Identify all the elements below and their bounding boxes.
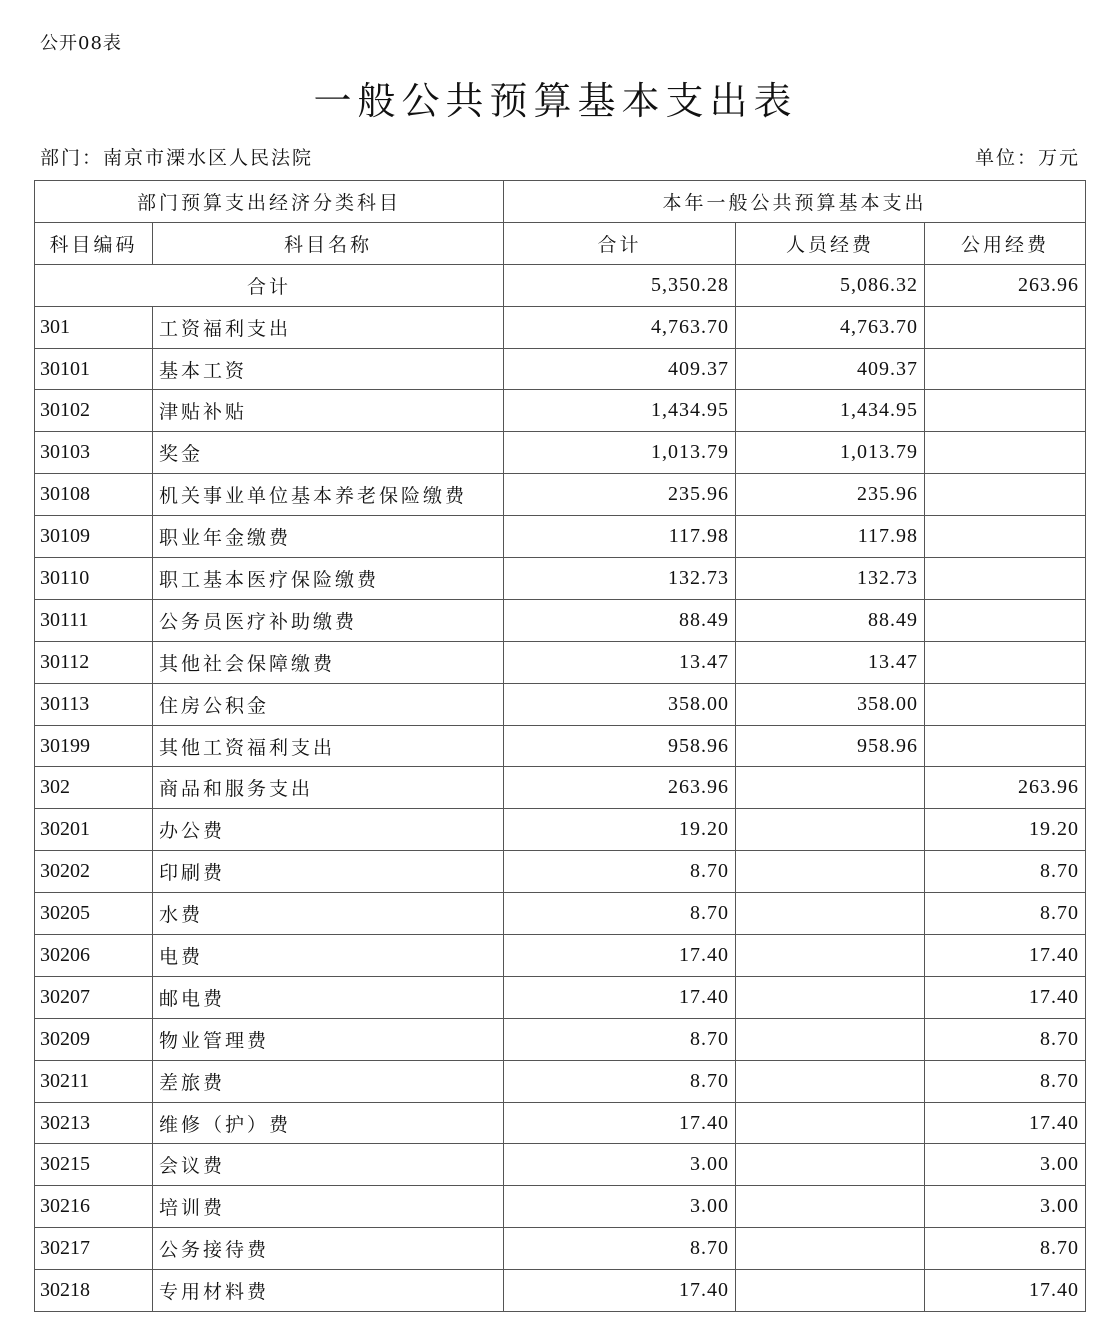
row-name: 电费: [153, 935, 504, 977]
group-header-expenditure: 本年一般公共预算基本支出: [504, 181, 1086, 223]
table-row: [35, 1228, 1086, 1270]
row-total: 958.96: [504, 725, 736, 767]
row-personnel: [736, 851, 925, 893]
row-name: 专用材料费: [153, 1270, 504, 1312]
column-header-personnel: 人员经费: [736, 222, 925, 264]
row-total: 132.73: [504, 558, 736, 600]
row-public: 17.40: [925, 1102, 1086, 1144]
row-code: 30206: [35, 935, 153, 977]
row-total: 17.40: [504, 976, 736, 1018]
row-personnel: 88.49: [736, 599, 925, 641]
table-row: [35, 348, 1086, 390]
row-personnel: 358.00: [736, 683, 925, 725]
table-row: [35, 432, 1086, 474]
row-code: 30209: [35, 1018, 153, 1060]
row-total: 3.00: [504, 1186, 736, 1228]
row-name: 工资福利支出: [153, 306, 504, 348]
row-public: 8.70: [925, 893, 1086, 935]
unit-label: 单位：万元: [974, 147, 1080, 169]
total-row-public: 263.96: [925, 264, 1086, 306]
table-row: [35, 1060, 1086, 1102]
table-id-label: 公开08表: [40, 33, 122, 54]
row-name: 职业年金缴费: [153, 516, 504, 558]
table-row: [35, 851, 1086, 893]
row-public: [925, 306, 1086, 348]
row-name: 公务接待费: [153, 1228, 504, 1270]
row-public: 17.40: [925, 935, 1086, 977]
row-total: 1,013.79: [504, 432, 736, 474]
row-total: 8.70: [504, 851, 736, 893]
row-code: 302: [35, 767, 153, 809]
table-row: [35, 1270, 1086, 1312]
row-name: 印刷费: [153, 851, 504, 893]
row-name: 职工基本医疗保险缴费: [153, 558, 504, 600]
row-code: 30202: [35, 851, 153, 893]
row-code: 30215: [35, 1144, 153, 1186]
row-code: 30213: [35, 1102, 153, 1144]
row-personnel: 1,013.79: [736, 432, 925, 474]
budget-table: [34, 180, 1086, 1312]
row-total: 88.49: [504, 599, 736, 641]
row-total: 235.96: [504, 474, 736, 516]
row-code: 301: [35, 306, 153, 348]
row-public: 8.70: [925, 1018, 1086, 1060]
row-code: 30218: [35, 1270, 153, 1312]
column-header-code: 科目编码: [35, 222, 153, 264]
row-code: 30102: [35, 390, 153, 432]
row-code: 30101: [35, 348, 153, 390]
row-total: 8.70: [504, 1060, 736, 1102]
row-total: 409.37: [504, 348, 736, 390]
row-total: 17.40: [504, 1270, 736, 1312]
row-personnel: [736, 1144, 925, 1186]
row-total: 8.70: [504, 1018, 736, 1060]
row-total: 19.20: [504, 809, 736, 851]
row-code: 30207: [35, 976, 153, 1018]
table-row: [35, 1186, 1086, 1228]
row-name: 水费: [153, 893, 504, 935]
row-code: 30109: [35, 516, 153, 558]
row-name: 物业管理费: [153, 1018, 504, 1060]
row-code: 30199: [35, 725, 153, 767]
column-header-row: [35, 222, 1086, 264]
row-name: 商品和服务支出: [153, 767, 504, 809]
row-total: 117.98: [504, 516, 736, 558]
row-total: 8.70: [504, 893, 736, 935]
table-row: [35, 390, 1086, 432]
row-personnel: 4,763.70: [736, 306, 925, 348]
table-row: [35, 1018, 1086, 1060]
row-total: 8.70: [504, 1228, 736, 1270]
row-name: 津贴补贴: [153, 390, 504, 432]
row-code: 30103: [35, 432, 153, 474]
row-personnel: [736, 1060, 925, 1102]
row-code: 30205: [35, 893, 153, 935]
row-code: 30201: [35, 809, 153, 851]
row-personnel: [736, 1018, 925, 1060]
row-public: [925, 474, 1086, 516]
row-name: 其他社会保障缴费: [153, 641, 504, 683]
row-public: [925, 599, 1086, 641]
row-total: 358.00: [504, 683, 736, 725]
table-row: [35, 809, 1086, 851]
table-row: [35, 599, 1086, 641]
row-public: 19.20: [925, 809, 1086, 851]
table-row: [35, 767, 1086, 809]
row-personnel: [736, 1102, 925, 1144]
row-public: 8.70: [925, 1060, 1086, 1102]
row-public: 17.40: [925, 1270, 1086, 1312]
row-name: 差旅费: [153, 1060, 504, 1102]
row-name: 培训费: [153, 1186, 504, 1228]
row-name: 奖金: [153, 432, 504, 474]
row-public: [925, 558, 1086, 600]
table-row: [35, 976, 1086, 1018]
row-code: 30108: [35, 474, 153, 516]
row-name: 住房公积金: [153, 683, 504, 725]
row-personnel: [736, 1186, 925, 1228]
department-label: 部门：南京市溧水区人民法院: [40, 147, 314, 169]
row-personnel: 13.47: [736, 641, 925, 683]
row-public: [925, 516, 1086, 558]
row-public: 8.70: [925, 1228, 1086, 1270]
column-header-public: 公用经费: [925, 222, 1086, 264]
column-header-name: 科目名称: [153, 222, 504, 264]
table-row: [35, 516, 1086, 558]
table-row: [35, 1144, 1086, 1186]
row-public: 3.00: [925, 1186, 1086, 1228]
row-code: 30112: [35, 641, 153, 683]
row-public: [925, 641, 1086, 683]
row-public: [925, 432, 1086, 474]
row-total: 263.96: [504, 767, 736, 809]
row-personnel: [736, 893, 925, 935]
row-code: 30216: [35, 1186, 153, 1228]
table-row: [35, 558, 1086, 600]
column-header-total: 合计: [504, 222, 736, 264]
row-personnel: [736, 935, 925, 977]
row-personnel: [736, 767, 925, 809]
row-name: 公务员医疗补助缴费: [153, 599, 504, 641]
row-name: 机关事业单位基本养老保险缴费: [153, 474, 504, 516]
row-code: 30217: [35, 1228, 153, 1270]
row-total: 4,763.70: [504, 306, 736, 348]
row-public: 17.40: [925, 976, 1086, 1018]
row-name: 办公费: [153, 809, 504, 851]
table-row: [35, 935, 1086, 977]
row-code: 30110: [35, 558, 153, 600]
row-public: 8.70: [925, 851, 1086, 893]
total-row-total: 5,350.28: [504, 264, 736, 306]
total-row-label: 合计: [35, 264, 504, 306]
page-title: 一般公共预算基本支出表: [313, 79, 798, 123]
row-total: 17.40: [504, 935, 736, 977]
row-personnel: [736, 1228, 925, 1270]
row-personnel: 1,434.95: [736, 390, 925, 432]
table-row: [35, 893, 1086, 935]
row-public: 263.96: [925, 767, 1086, 809]
row-code: 30211: [35, 1060, 153, 1102]
row-personnel: 132.73: [736, 558, 925, 600]
row-public: 3.00: [925, 1144, 1086, 1186]
row-personnel: [736, 809, 925, 851]
row-name: 维修（护）费: [153, 1102, 504, 1144]
row-total: 17.40: [504, 1102, 736, 1144]
table-row: [35, 683, 1086, 725]
row-personnel: 235.96: [736, 474, 925, 516]
group-header-row: [35, 181, 1086, 223]
row-personnel: [736, 976, 925, 1018]
table-row: [35, 306, 1086, 348]
table-row: [35, 474, 1086, 516]
row-personnel: [736, 1270, 925, 1312]
row-total: 1,434.95: [504, 390, 736, 432]
row-public: [925, 390, 1086, 432]
row-name: 其他工资福利支出: [153, 725, 504, 767]
row-total: 3.00: [504, 1144, 736, 1186]
row-public: [925, 348, 1086, 390]
row-name: 会议费: [153, 1144, 504, 1186]
total-row: [35, 264, 1086, 306]
table-row: [35, 1102, 1086, 1144]
total-row-personnel: 5,086.32: [736, 264, 925, 306]
row-public: [925, 683, 1086, 725]
row-code: 30113: [35, 683, 153, 725]
table-row: [35, 641, 1086, 683]
table-row: [35, 725, 1086, 767]
row-code: 30111: [35, 599, 153, 641]
row-personnel: 117.98: [736, 516, 925, 558]
row-total: 13.47: [504, 641, 736, 683]
row-personnel: 409.37: [736, 348, 925, 390]
group-header-classification: 部门预算支出经济分类科目: [35, 181, 504, 223]
row-name: 邮电费: [153, 976, 504, 1018]
row-personnel: 958.96: [736, 725, 925, 767]
row-name: 基本工资: [153, 348, 504, 390]
row-public: [925, 725, 1086, 767]
